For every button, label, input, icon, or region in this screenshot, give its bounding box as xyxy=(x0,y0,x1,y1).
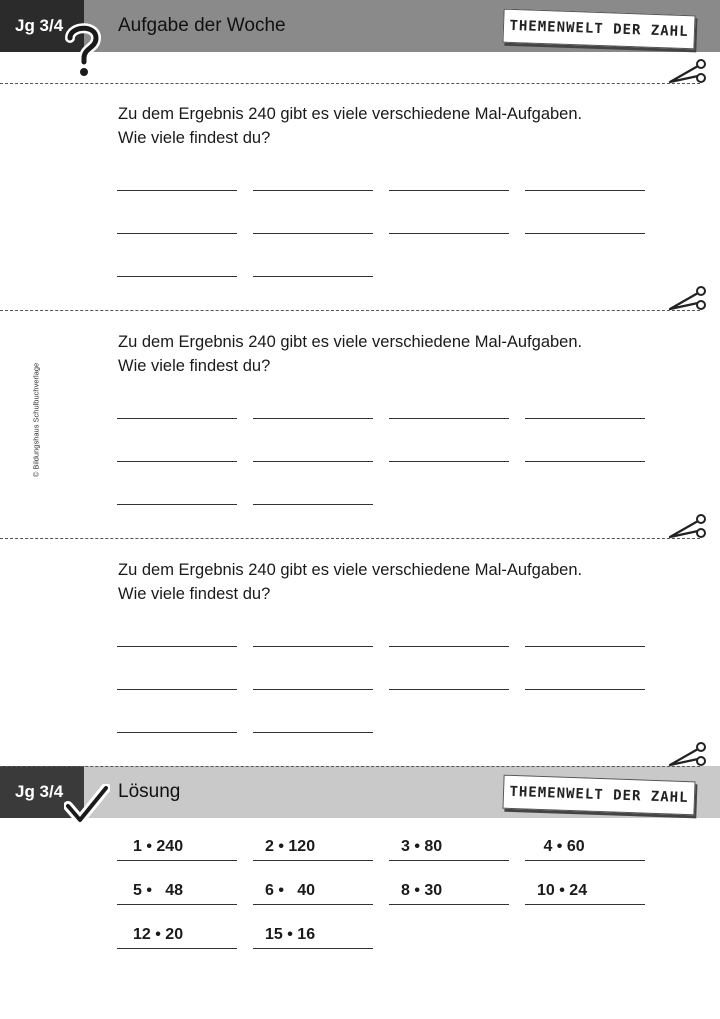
answer-line[interactable] xyxy=(525,190,645,191)
copyright-note: © Bildungshaus Schulbuchverlage xyxy=(31,362,41,478)
cut-line xyxy=(0,83,700,84)
page-title: Aufgabe der Woche xyxy=(118,15,286,36)
answer-line[interactable] xyxy=(525,461,645,462)
cut-line xyxy=(0,538,700,539)
task-line-2: Wie viele findest du? xyxy=(118,357,271,375)
answer-line[interactable] xyxy=(117,276,237,277)
question-mark-icon xyxy=(62,22,104,78)
answer-line[interactable] xyxy=(253,233,373,234)
task-line-1: Zu dem Ergebnis 240 gibt es viele verschiedene Mal-Aufgaben. xyxy=(118,105,583,123)
checkmark-icon xyxy=(64,784,110,826)
answer-line[interactable] xyxy=(389,418,509,419)
answer-line[interactable] xyxy=(525,233,645,234)
answer-line[interactable] xyxy=(253,732,373,733)
brand-tag: THEMENWELT DER ZAHL xyxy=(502,9,695,50)
answer-line[interactable] xyxy=(253,646,373,647)
cut-line xyxy=(0,766,700,767)
answer-line[interactable] xyxy=(253,689,373,690)
solution-item: 5 • 48 xyxy=(117,878,237,905)
cut-line xyxy=(0,310,700,311)
task-line-1: Zu dem Ergebnis 240 gibt es viele verschiedene Mal-Aufgaben. xyxy=(118,561,583,579)
answer-line[interactable] xyxy=(117,504,237,505)
solution-item: 10 • 24 xyxy=(525,878,645,905)
solution-item: 3 • 80 xyxy=(389,834,509,861)
solution-item: 8 • 30 xyxy=(389,878,509,905)
answer-line[interactable] xyxy=(525,689,645,690)
answer-line[interactable] xyxy=(117,646,237,647)
answer-line[interactable] xyxy=(117,461,237,462)
answer-line[interactable] xyxy=(253,418,373,419)
scissors-icon xyxy=(668,513,708,539)
answer-line[interactable] xyxy=(525,646,645,647)
scissors-icon xyxy=(668,58,708,84)
answer-line[interactable] xyxy=(389,461,509,462)
answer-line[interactable] xyxy=(389,689,509,690)
scissors-icon xyxy=(668,741,708,767)
answer-line[interactable] xyxy=(117,190,237,191)
answer-line[interactable] xyxy=(117,689,237,690)
grade-label: Jg 3/4 xyxy=(15,16,64,35)
answer-line[interactable] xyxy=(117,418,237,419)
task-line-2: Wie viele findest du? xyxy=(118,585,271,603)
header-bar xyxy=(0,0,720,52)
answer-line[interactable] xyxy=(117,732,237,733)
solution-title: Lösung xyxy=(118,781,181,802)
task-line-2: Wie viele findest du? xyxy=(118,129,271,147)
solution-item: 15 • 16 xyxy=(253,922,373,949)
answer-line[interactable] xyxy=(525,418,645,419)
solution-item: 1 • 240 xyxy=(117,834,237,861)
scissors-icon xyxy=(668,285,708,311)
answer-line[interactable] xyxy=(253,504,373,505)
solution-header-bar xyxy=(0,766,720,818)
answer-line[interactable] xyxy=(253,190,373,191)
solution-item: 4 • 60 xyxy=(525,834,645,861)
answer-line[interactable] xyxy=(253,461,373,462)
solution-item: 12 • 20 xyxy=(117,922,237,949)
solution-grade-label: Jg 3/4 xyxy=(15,782,64,801)
task-line-1: Zu dem Ergebnis 240 gibt es viele verschiedene Mal-Aufgaben. xyxy=(118,333,583,351)
task-text xyxy=(118,558,582,606)
answer-line[interactable] xyxy=(117,233,237,234)
task-text xyxy=(118,330,582,378)
answer-line[interactable] xyxy=(389,646,509,647)
answer-line[interactable] xyxy=(389,190,509,191)
answer-line[interactable] xyxy=(389,233,509,234)
answer-line[interactable] xyxy=(253,276,373,277)
solution-item: 2 • 120 xyxy=(253,834,373,861)
solution-brand-tag: THEMENWELT DER ZAHL xyxy=(502,775,695,816)
solution-item: 6 • 40 xyxy=(253,878,373,905)
task-text xyxy=(118,102,582,150)
